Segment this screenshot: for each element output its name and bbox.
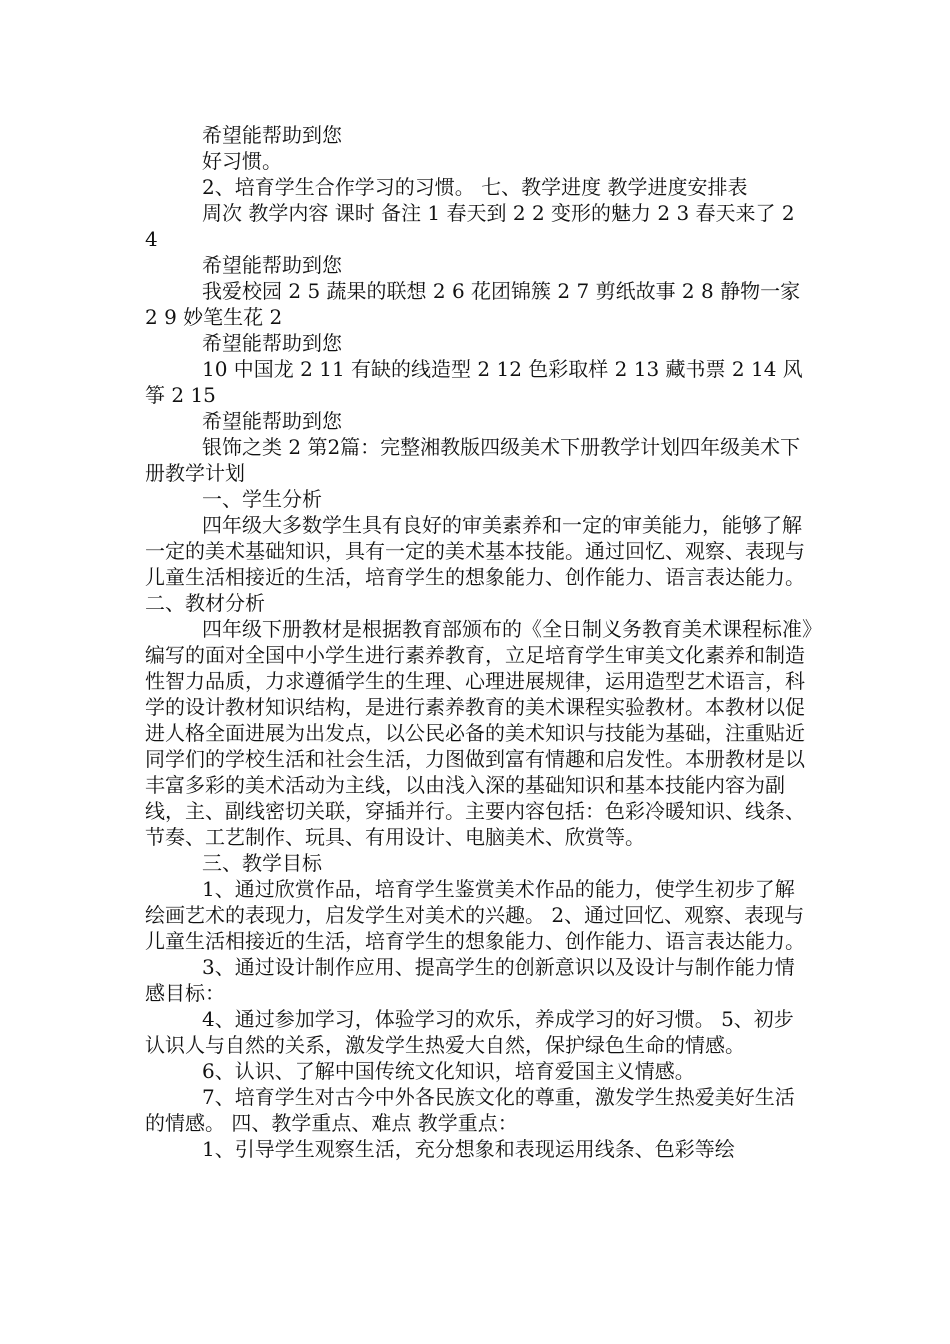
paragraph: 3、通过设计制作应用、提高学生的创新意识以及设计与制作能力情感目标：: [145, 955, 795, 1005]
paragraph: 希望能帮助到您: [202, 331, 342, 355]
section-heading: 一、学生分析: [202, 487, 322, 511]
paragraph: 1、通过欣赏作品，培育学生鉴赏美术作品的能力，使学生初步了解绘画艺术的表现力，启发学生对美术的兴趣。 2、通过回忆、观察、表现与儿童生活相接近的生活，培育学生的想象能力、创作能力、语言表达能力。: [145, 877, 805, 953]
paragraph: 好习惯。: [202, 149, 282, 173]
paragraph: 周次 教学内容 课时 备注 1 春天到 2 2 变形的魅力 2 3 春天来了 2 4: [145, 201, 795, 251]
section-heading: 三、教学目标: [202, 851, 322, 875]
paragraph: 四年级大多数学生具有良好的审美素养和一定的审美能力，能够了解一定的美术基础知识，具有一定的美术基本技能。通过回忆、观察、表现与儿童生活相接近的生活，培育学生的想象能力、创作能力、语言表达能力。 二、教材分析: [145, 513, 805, 615]
paragraph: 6、认识、了解中国传统文化知识，培育爱国主义情感。: [202, 1059, 695, 1083]
paragraph: 1、引导学生观察生活，充分想象和表现运用线条、色彩等绘: [202, 1137, 735, 1161]
paragraph: 我爱校园 2 5 蔬果的联想 2 6 花团锦簇 2 7 剪纸故事 2 8 静物一家 2 9 妙笔生花 2: [145, 279, 801, 329]
paragraph: 希望能帮助到您: [202, 123, 342, 147]
paragraph: 希望能帮助到您: [202, 409, 342, 433]
paragraph: 2、培育学生合作学习的习惯。 七、教学进度 教学进度安排表: [202, 175, 748, 199]
paragraph: 4、通过参加学习，体验学习的欢乐，养成学习的好习惯。 5、初步认识人与自然的关系，激发学生热爱大自然，保护绿色生命的情感。: [145, 1007, 794, 1057]
document-body: [145, 122, 813, 1162]
paragraph: 银饰之类 2 第2篇：完整湘教版四级美术下册教学计划四年级美术下册教学计划: [145, 435, 801, 485]
paragraph: 7、培育学生对古今中外各民族文化的尊重，激发学生热爱美好生活的情感。 四、教学重点、难点 教学重点：: [145, 1085, 795, 1135]
paragraph: 10 中国龙 2 11 有缺的线造型 2 12 色彩取样 2 13 藏书票 2 14 风筝 2 15: [145, 357, 803, 407]
paragraph: 四年级下册教材是根据教育部颁布的《全日制义务教育美术课程标准》编写的面对全国中小学生进行素养教育，立足培育学生审美文化素养和制造性智力品质，力求遵循学生的生理、心理进展规律，运用造型艺术语言，科学的设计教材知识结构，是进行素养教育的美术课程实验教材。本教材以促进人格全面进展为出发点，以公民必备的美术知识与技能为基础，注重贴近同学们的学校生活和社会生活，力图做到富有情趣和启发性。本册教材是以丰富多彩的美术活动为主线，以由浅入深的基础知识和基本技能内容为副线，主、副线密切关联，穿插并行。主要内容包括：色彩冷暖知识、线条、节奏、工艺制作、玩具、有用设计、电脑美术、欣赏等。: [145, 617, 812, 849]
paragraph: 希望能帮助到您: [202, 253, 342, 277]
